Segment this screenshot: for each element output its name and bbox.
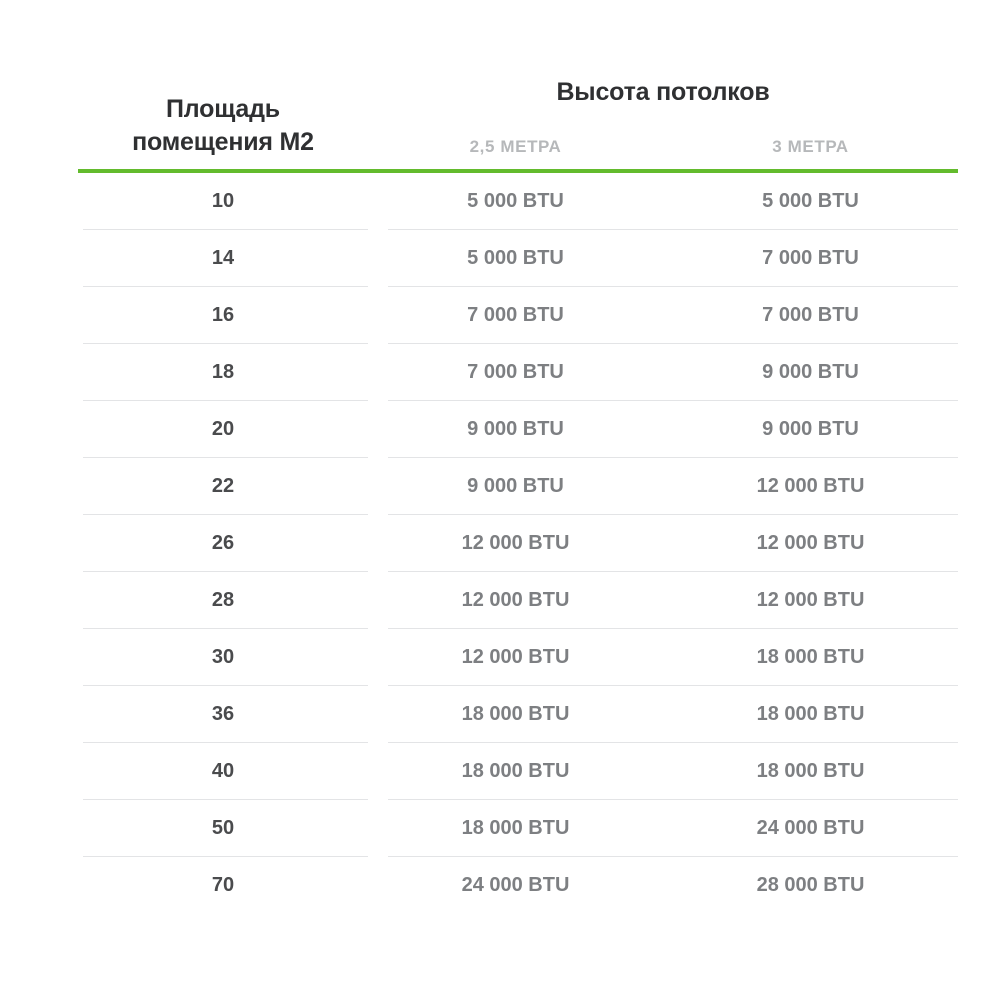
table-row — [78, 344, 958, 401]
cell-area: 36 — [211, 703, 235, 725]
cell-area: 18 — [211, 361, 235, 383]
cell-group-values — [368, 190, 958, 213]
table-row — [78, 572, 958, 629]
table-body — [78, 173, 958, 914]
column-header-area-line2: помещения М2 — [132, 128, 314, 156]
cell-area: 30 — [211, 646, 235, 668]
cell-btu-25m: 9 000 BTU — [467, 475, 564, 497]
cell-group-values — [368, 874, 958, 897]
cell-group-values — [368, 304, 958, 327]
cell-area: 26 — [211, 532, 235, 554]
table-row — [78, 515, 958, 572]
cell-btu-25m: 12 000 BTU — [461, 646, 570, 668]
cell-area: 14 — [211, 247, 235, 269]
cell-btu-25m: 18 000 BTU — [461, 817, 570, 839]
cell-group-values — [368, 817, 958, 840]
cell-group-values — [368, 247, 958, 270]
table-row — [78, 686, 958, 743]
cell-btu-25m: 12 000 BTU — [461, 532, 570, 554]
column-subheader-3m: 3 МЕТРА — [772, 137, 849, 156]
cell-btu-25m: 24 000 BTU — [461, 874, 570, 896]
cell-group-values — [368, 418, 958, 441]
cell-btu-25m: 7 000 BTU — [467, 304, 564, 326]
cell-area: 20 — [211, 418, 235, 440]
table-row — [78, 743, 958, 800]
column-subheader-25m: 2,5 МЕТРА — [469, 137, 562, 156]
column-header-ceiling: Высота потолков — [556, 78, 770, 106]
cell-group-values — [368, 646, 958, 669]
cell-group-values — [368, 589, 958, 612]
cell-btu-3m: 12 000 BTU — [756, 475, 865, 497]
table-row — [78, 800, 958, 857]
cell-area: 40 — [211, 760, 235, 782]
table-row — [78, 401, 958, 458]
cell-btu-25m: 7 000 BTU — [467, 361, 564, 383]
column-header-area — [78, 93, 368, 165]
cell-btu-25m: 12 000 BTU — [461, 589, 570, 611]
table-row — [78, 629, 958, 686]
cell-group-values — [368, 475, 958, 498]
column-header-area-line1: Площадь — [166, 95, 280, 123]
cell-area: 28 — [211, 589, 235, 611]
column-subheaders — [368, 137, 958, 157]
cell-btu-3m: 12 000 BTU — [756, 589, 865, 611]
cell-btu-3m: 24 000 BTU — [756, 817, 865, 839]
table-row — [78, 857, 958, 914]
table-row — [78, 287, 958, 344]
table-row — [78, 173, 958, 230]
cell-area: 22 — [211, 475, 235, 497]
cell-group-values — [368, 361, 958, 384]
cell-btu-3m: 9 000 BTU — [762, 361, 859, 383]
cell-btu-3m: 9 000 BTU — [762, 418, 859, 440]
table-header — [78, 60, 958, 165]
cell-btu-3m: 12 000 BTU — [756, 532, 865, 554]
cell-btu-3m: 7 000 BTU — [762, 247, 859, 269]
cell-btu-25m: 5 000 BTU — [467, 190, 564, 212]
cell-btu-3m: 18 000 BTU — [756, 760, 865, 782]
cell-btu-3m: 5 000 BTU — [762, 190, 859, 212]
cell-area: 16 — [211, 304, 235, 326]
table-row — [78, 230, 958, 287]
table-row — [78, 458, 958, 515]
cell-group-values — [368, 760, 958, 783]
column-header-ceiling-group — [368, 60, 958, 165]
cell-btu-3m: 18 000 BTU — [756, 703, 865, 725]
cell-btu-3m: 18 000 BTU — [756, 646, 865, 668]
cell-btu-25m: 9 000 BTU — [467, 418, 564, 440]
cell-group-values — [368, 532, 958, 555]
cell-btu-25m: 18 000 BTU — [461, 703, 570, 725]
cell-btu-25m: 5 000 BTU — [467, 247, 564, 269]
cell-btu-3m: 7 000 BTU — [762, 304, 859, 326]
cell-area: 10 — [211, 190, 235, 212]
btu-table — [78, 60, 958, 914]
cell-btu-3m: 28 000 BTU — [756, 874, 865, 896]
cell-area: 50 — [211, 817, 235, 839]
cell-area: 70 — [211, 874, 235, 896]
cell-group-values — [368, 703, 958, 726]
cell-btu-25m: 18 000 BTU — [461, 760, 570, 782]
